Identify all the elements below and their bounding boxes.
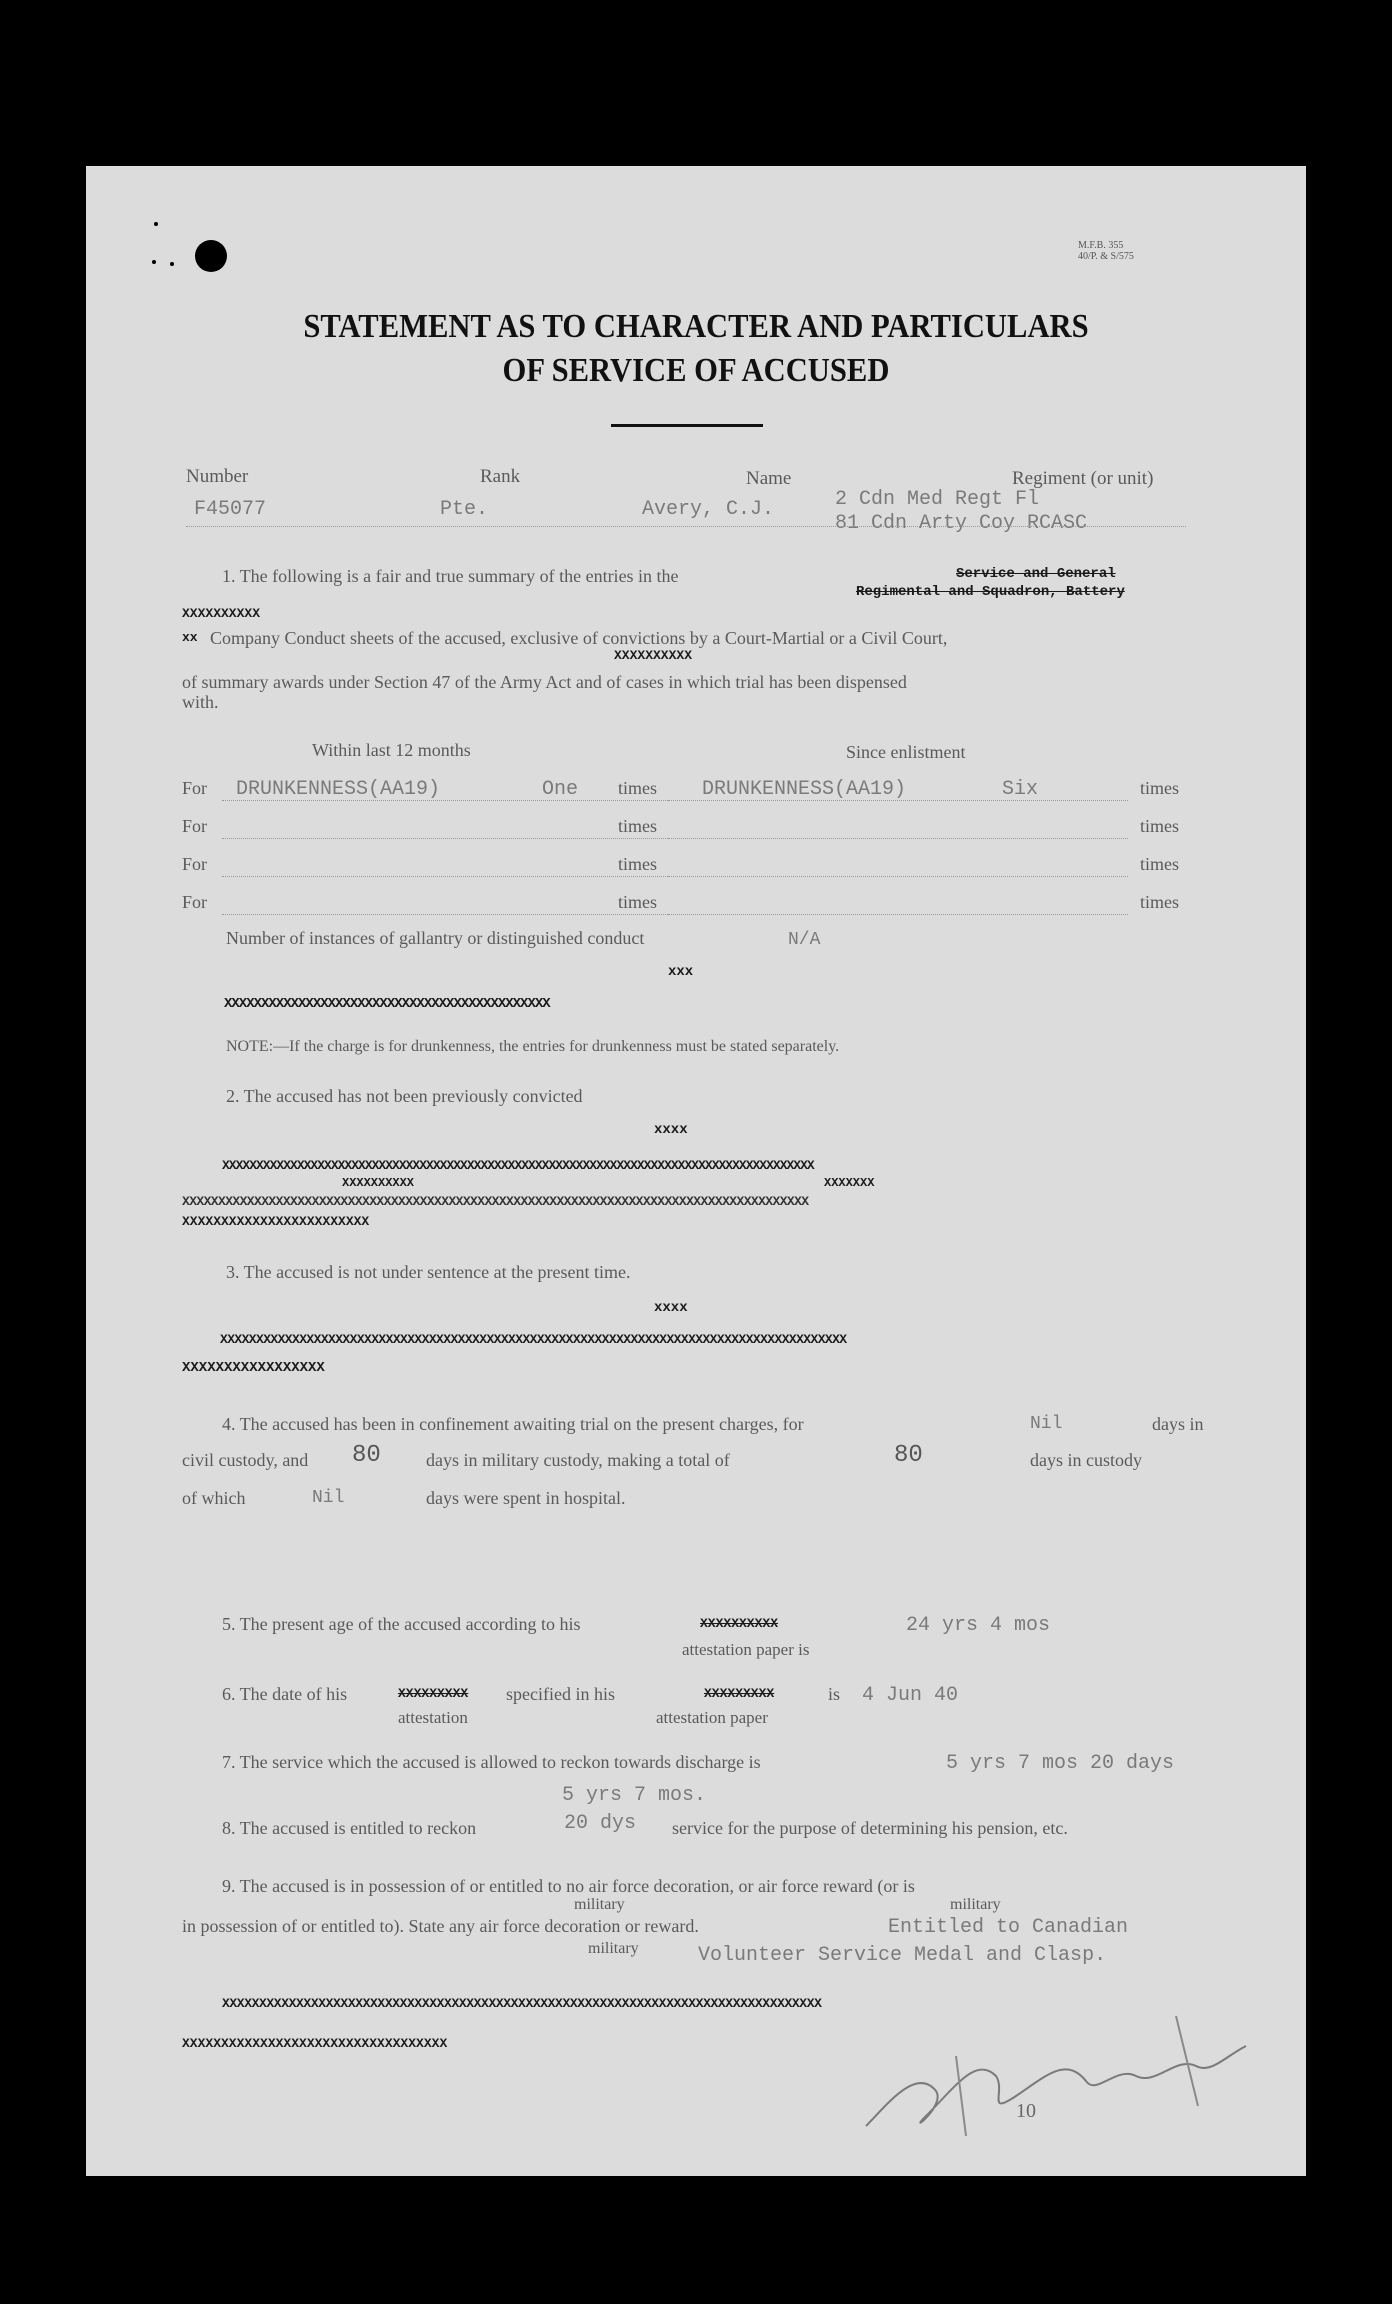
for-label: For xyxy=(182,854,208,874)
regiment-label: Regiment (or unit) xyxy=(1012,468,1154,489)
gallantry-value: N/A xyxy=(788,930,821,950)
s1-line2: Company Conduct sheets of the accused, exclusive of convictions by a Court-Martial or a Civil Court, xyxy=(210,628,948,648)
s1-struck-left: XXXXXXXXXX xyxy=(182,606,261,621)
times-label: times xyxy=(1140,778,1179,798)
s4-text2: days in xyxy=(1152,1414,1204,1434)
s9-text1: 9. The accused is in possession of or entitled to no air force decoration, or air force reward (or is xyxy=(222,1876,915,1896)
s9-text2: in possession of or entitled to). State any air force decoration or reward. xyxy=(182,1916,699,1936)
times-label: times xyxy=(618,854,657,874)
s5-value: 24 yrs 4 mos xyxy=(906,1614,1051,1637)
s6-struck1: XXXXXXXXX xyxy=(398,1686,469,1701)
for-label: For xyxy=(182,892,208,912)
s4-text1: 4. The accused has been in confinement awaiting trial on the present charges, for xyxy=(222,1414,804,1434)
s4-value2: 80 xyxy=(352,1442,381,1469)
s4-value3: 80 xyxy=(894,1442,923,1469)
speck xyxy=(170,262,174,266)
s3-struck1: XXXXXXXXXXXXXXXXXXXXXXXXXXXXXXXXXXXXXXXXXXXXXXXXXXXXXXXXXXXXXXXXXXXXXXXXXXXXXXXXXXXXXXX xyxy=(220,1332,847,1347)
title-line2: OF SERVICE OF ACCUSED xyxy=(502,352,890,389)
times-label: times xyxy=(1140,892,1179,912)
struck-line: XXXXXXXXXXXXXXXXXXXXXXXXXXXXXXXXXXXXXXXXXXXX xyxy=(224,996,550,1012)
s6-sub2: attestation paper xyxy=(656,1708,768,1727)
form-reference xyxy=(1078,240,1134,262)
times-label: times xyxy=(1140,854,1179,874)
footer-struck1: XXXXXXXXXXXXXXXXXXXXXXXXXXXXXXXXXXXXXXXXXXXXXXXXXXXXXXXXXXXXXXXXXXXXXXXXXXXXXXXXX xyxy=(222,1996,822,2011)
s7-value: 5 yrs 7 mos 20 days xyxy=(946,1752,1175,1775)
header-underline xyxy=(186,526,1186,527)
form-ref-line2: 40/P. & S/575 xyxy=(1078,251,1134,262)
s3-xxxx: xxxx xyxy=(654,1300,688,1316)
s1-struck-top: Service and General xyxy=(956,566,1116,582)
s6-text3: is xyxy=(828,1684,841,1704)
title-rule xyxy=(611,424,763,427)
number-label: Number xyxy=(186,466,249,487)
s2-struck1: XXXXXXXXXXXXXXXXXXXXXXXXXXXXXXXXXXXXXXXXXXXXXXXXXXXXXXXXXXXXXXXXXXXXXXXXXXXXXXXXXXXXXXX xyxy=(222,1158,814,1173)
title-line1: STATEMENT AS TO CHARACTER AND PARTICULARS xyxy=(303,308,1089,345)
s6-value: 4 Jun 40 xyxy=(862,1684,959,1707)
s2-struck3: XXXXXXXXXXXXXXXXXXXXXXXX xyxy=(182,1214,370,1229)
document-page xyxy=(86,166,1306,2176)
s2-text: 2. The accused has not been previously convicted xyxy=(226,1086,583,1106)
col1-heading: Within last 12 months xyxy=(312,740,471,760)
s1-line3: of summary awards under Section 47 of the Army Act and of cases in which trial has been dispensed xyxy=(182,672,907,692)
row-dots-right xyxy=(668,876,1128,877)
s2-sub1: XXXXXXXXXX xyxy=(342,1176,415,1190)
punch-hole xyxy=(195,240,227,272)
for-label: For xyxy=(182,778,208,798)
regiment-value-1: 2 Cdn Med Regt Fl xyxy=(835,488,1040,511)
s1-line4: with. xyxy=(182,692,219,712)
s1-xxx: xxx xyxy=(668,964,694,980)
s8-text2: service for the purpose of determining his pension, etc. xyxy=(672,1818,1068,1838)
s2-sub2: XXXXXXX xyxy=(824,1176,875,1190)
s4-text7: days were spent in hospital. xyxy=(426,1488,626,1508)
row-dots-left xyxy=(222,876,682,877)
name-label: Name xyxy=(746,468,792,489)
row-dots-right xyxy=(668,838,1128,839)
count-since-enlistment: Six xyxy=(1002,778,1039,801)
offence-since-enlistment: DRUNKENNESS(AA19) xyxy=(702,778,907,801)
s8-text1: 8. The accused is entitled to reckon xyxy=(222,1818,477,1838)
s8-value: 20 dys xyxy=(564,1812,637,1835)
s6-struck2: XXXXXXXXX xyxy=(704,1686,775,1701)
name-value: Avery, C.J. xyxy=(642,498,775,521)
row-dots-left xyxy=(222,914,682,915)
s9-sub1: military xyxy=(574,1896,625,1913)
s2-xxxx: xxxx xyxy=(654,1122,688,1138)
s9-value1: Entitled to Canadian xyxy=(888,1916,1129,1939)
times-label: times xyxy=(618,892,657,912)
s9-value2: Volunteer Service Medal and Clasp. xyxy=(698,1944,1107,1967)
s6-text1: 6. The date of his xyxy=(222,1684,348,1704)
times-label: times xyxy=(1140,816,1179,836)
s1-struck-right: Regimental and Squadron, Battery xyxy=(856,584,1125,600)
count-within-12-months: One xyxy=(542,778,579,801)
s5-sub: attestation paper is xyxy=(682,1640,810,1659)
speck xyxy=(152,260,156,264)
s9-sub3: military xyxy=(588,1940,639,1957)
s3-struck2: XXXXXXXXXXXXXXXXX xyxy=(182,1360,325,1376)
s9-sub2: military xyxy=(950,1896,1001,1913)
s8-above: 5 yrs 7 mos. xyxy=(562,1784,707,1807)
s6-sub1: attestation xyxy=(398,1708,468,1727)
speck xyxy=(154,222,158,226)
s1-xx: xx xyxy=(182,630,198,645)
rank-label: Rank xyxy=(480,466,521,487)
s5-text: 5. The present age of the accused according to his xyxy=(222,1614,581,1634)
rank-value: Pte. xyxy=(440,498,489,521)
note: NOTE:—If the charge is for drunkenness, the entries for drunkenness must be stated separately. xyxy=(226,1038,840,1055)
s1-struck-mid: XXXXXXXXXX xyxy=(614,648,693,663)
row-dots-right xyxy=(668,914,1128,915)
times-label: times xyxy=(618,816,657,836)
s1-intro: 1. The following is a fair and true summary of the entries in the xyxy=(222,566,679,586)
s7-text: 7. The service which the accused is allowed to reckon towards discharge is xyxy=(222,1752,761,1772)
s4-text3: civil custody, and xyxy=(182,1450,309,1470)
s4-text5: days in custody xyxy=(1030,1450,1142,1470)
s2-struck2: XXXXXXXXXXXXXXXXXXXXXXXXXXXXXXXXXXXXXXXXXXXXXXXXXXXXXXXXXXXXXXXXXXXXXXXXXXXXXXXXXXXXXXX xyxy=(182,1194,809,1209)
offence-within-12-months: DRUNKENNESS(AA19) xyxy=(236,778,441,801)
row-dots-left xyxy=(222,838,682,839)
s4-text4: days in military custody, making a total of xyxy=(426,1450,730,1470)
for-label: For xyxy=(182,816,208,836)
s5-struck: XXXXXXXXXX xyxy=(700,1616,779,1631)
page-number: 10 xyxy=(1016,2100,1036,2122)
s4-value4: Nil xyxy=(312,1488,345,1508)
s6-text2: specified in his xyxy=(506,1684,615,1704)
footer-struck2: XXXXXXXXXXXXXXXXXXXXXXXXXXXXXXXXXX xyxy=(182,2036,448,2051)
s3-text: 3. The accused is not under sentence at the present time. xyxy=(226,1262,631,1282)
s4-text6: of which xyxy=(182,1488,246,1508)
form-ref-line1: M.F.B. 355 xyxy=(1078,240,1124,251)
col2-heading: Since enlistment xyxy=(846,742,966,762)
regiment-value-2: 81 Cdn Arty Coy RCASC xyxy=(835,512,1088,535)
times-label: times xyxy=(618,778,657,798)
number-value: F45077 xyxy=(194,498,267,521)
signature xyxy=(846,1996,1266,2146)
gallantry-label: Number of instances of gallantry or distinguished conduct xyxy=(226,928,645,948)
s4-value1: Nil xyxy=(1030,1414,1063,1434)
